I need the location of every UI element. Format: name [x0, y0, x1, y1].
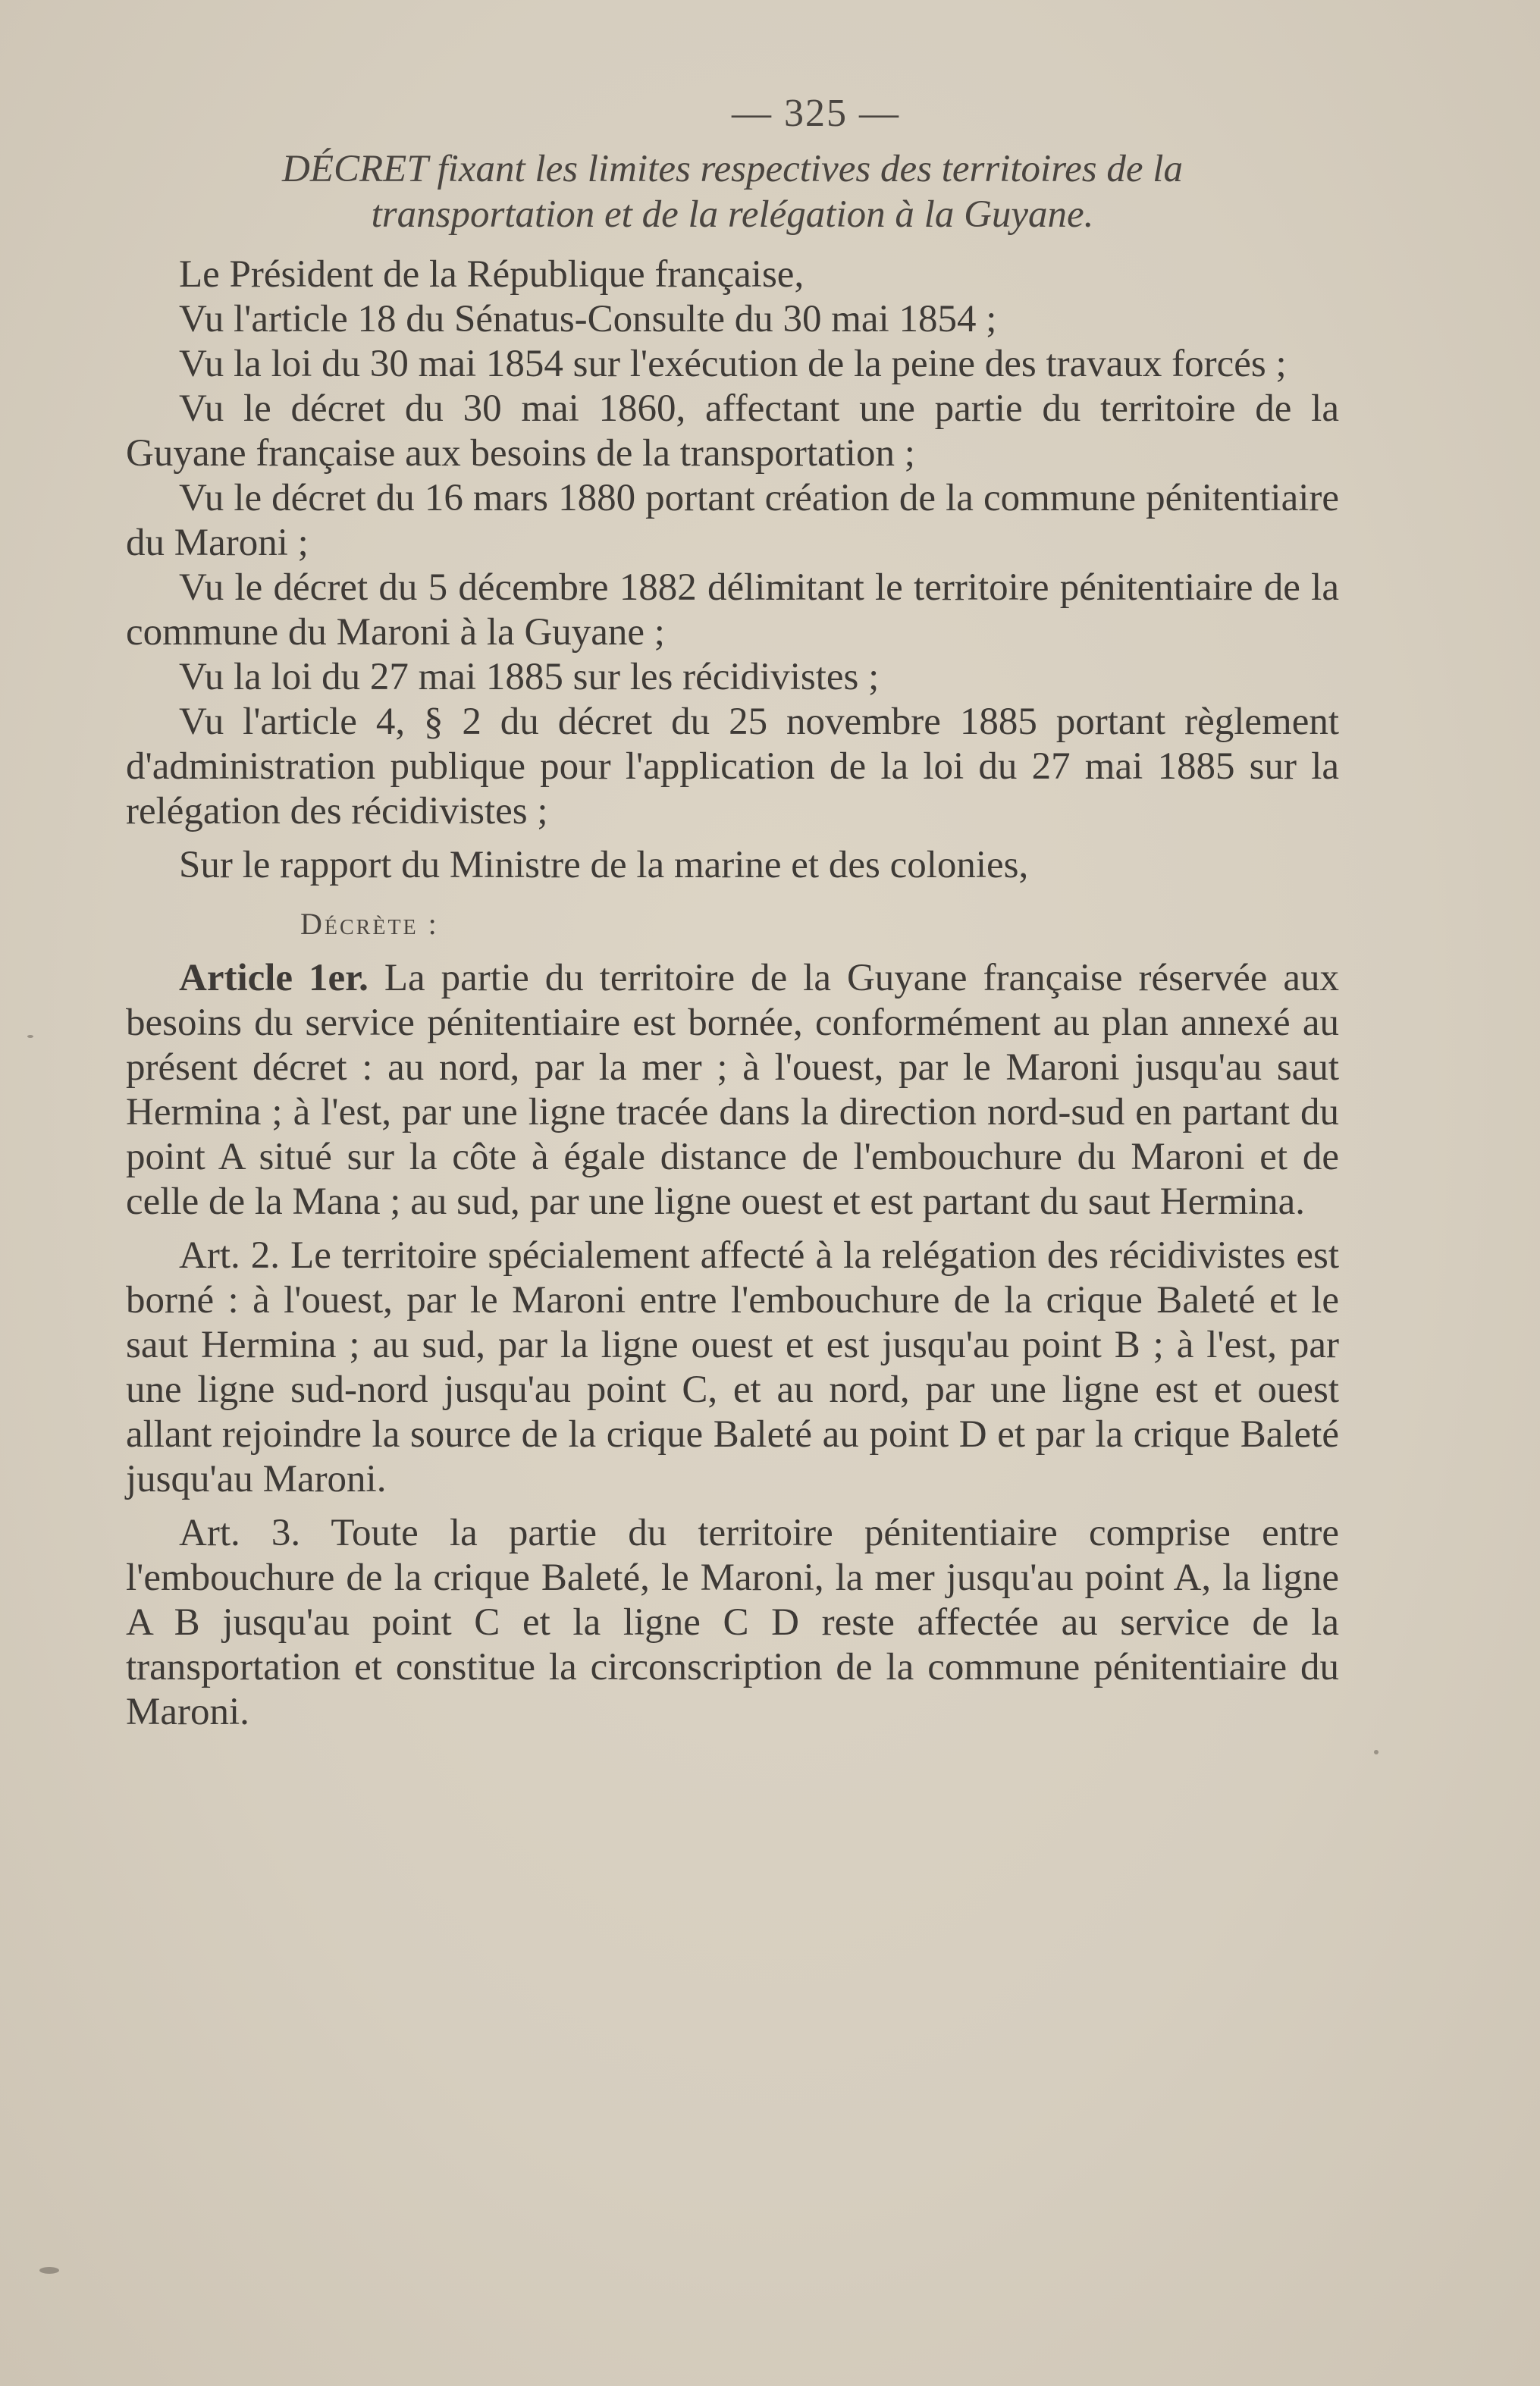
preamble-visa-6: Vu la loi du 27 mai 1885 sur les récidivistes ;: [179, 656, 880, 698]
preamble-president: Le Président de la République française,: [179, 253, 805, 296]
paper-speck: [27, 1035, 33, 1038]
decree-title-line-2: transportation et de la relégation à la Guyane.: [371, 193, 1094, 236]
decree-title-line-1: DÉCRET fixant les limites respectives des territoires de la: [282, 148, 1183, 190]
article-2-label: Art. 2.: [179, 1234, 281, 1277]
preamble-visa-2: Vu la loi du 30 mai 1854 sur l'exécution de la peine des travaux forcés ;: [179, 343, 1287, 385]
preamble-rapport: Sur le rapport du Ministre de la marine et des colonies,: [179, 844, 1029, 886]
preamble-visa-5: Vu le décret du 5 décembre 1882 délimitant le territoire pénitentiaire de la commune du Maroni à la Guyane ;: [126, 566, 1339, 654]
page-content: [126, 91, 1339, 1735]
decrete-heading: Décrète :: [300, 907, 439, 941]
paper-smudge: [39, 2267, 59, 2274]
preamble-visa-1: Vu l'article 18 du Sénatus-Consulte du 30 mai 1854 ;: [179, 298, 997, 340]
decree-title: [126, 146, 1339, 237]
article-3: [126, 1511, 1339, 1735]
article-2: [126, 1234, 1339, 1502]
article-3-text: Toute la partie du territoire pénitentiaire comprise entre l'embouchure de la crique Baleté, le Maroni, la mer jusqu'au point A, la ligne A B jusqu'au point C et la ligne C D reste affectée au service de la transportation et constitue la circonscription de la commune pénitentiaire du Maroni.: [126, 1512, 1339, 1733]
article-1: [126, 956, 1339, 1224]
article-3-label: Art. 3.: [179, 1512, 301, 1554]
page-number: — 325 —: [732, 92, 900, 135]
preamble-visa-7: Vu l'article 4, § 2 du décret du 25 novembre 1885 portant règlement d'administration publique pour l'application de la loi du 27 mai 1885 sur la relégation des récidivistes ;: [126, 701, 1339, 832]
article-1-text: La partie du territoire de la Guyane française réservée aux besoins du service pénitentiaire est bornée, conformément au plan annexé au présent décret : au nord, par la mer ; à l'ouest, par le Maroni jusqu'au saut Hermina ; à l'est, par une ligne tracée dans la direction nord-sud en partant du point A situé sur la côte à égale distance de l'embouchure du Maroni et de celle de la Mana ; au sud, par une ligne ouest et est partant du saut Hermina.: [126, 957, 1340, 1223]
article-1-label: Article 1er.: [179, 957, 369, 999]
paper-speck: [1374, 1750, 1378, 1754]
preamble-visa-3: Vu le décret du 30 mai 1860, affectant une partie du territoire de la Guyane française aux besoins de la transportation ;: [126, 387, 1339, 475]
article-2-text: Le territoire spécialement affecté à la relégation des récidivistes est borné : à l'ouest, par le Maroni entre l'embouchure de la crique Baleté et le saut Hermina ; au sud, par la ligne ouest et est jusqu'au point B ; à l'est, par une ligne sud-nord jusqu'au point C, et au nord, par une ligne est et ouest allant rejoindre la source de la crique Baleté au point D et par la crique Baleté jusqu'au Maroni.: [126, 1234, 1340, 1500]
preamble-visa-4: Vu le décret du 16 mars 1880 portant création de la commune pénitentiaire du Maroni ;: [126, 477, 1339, 564]
